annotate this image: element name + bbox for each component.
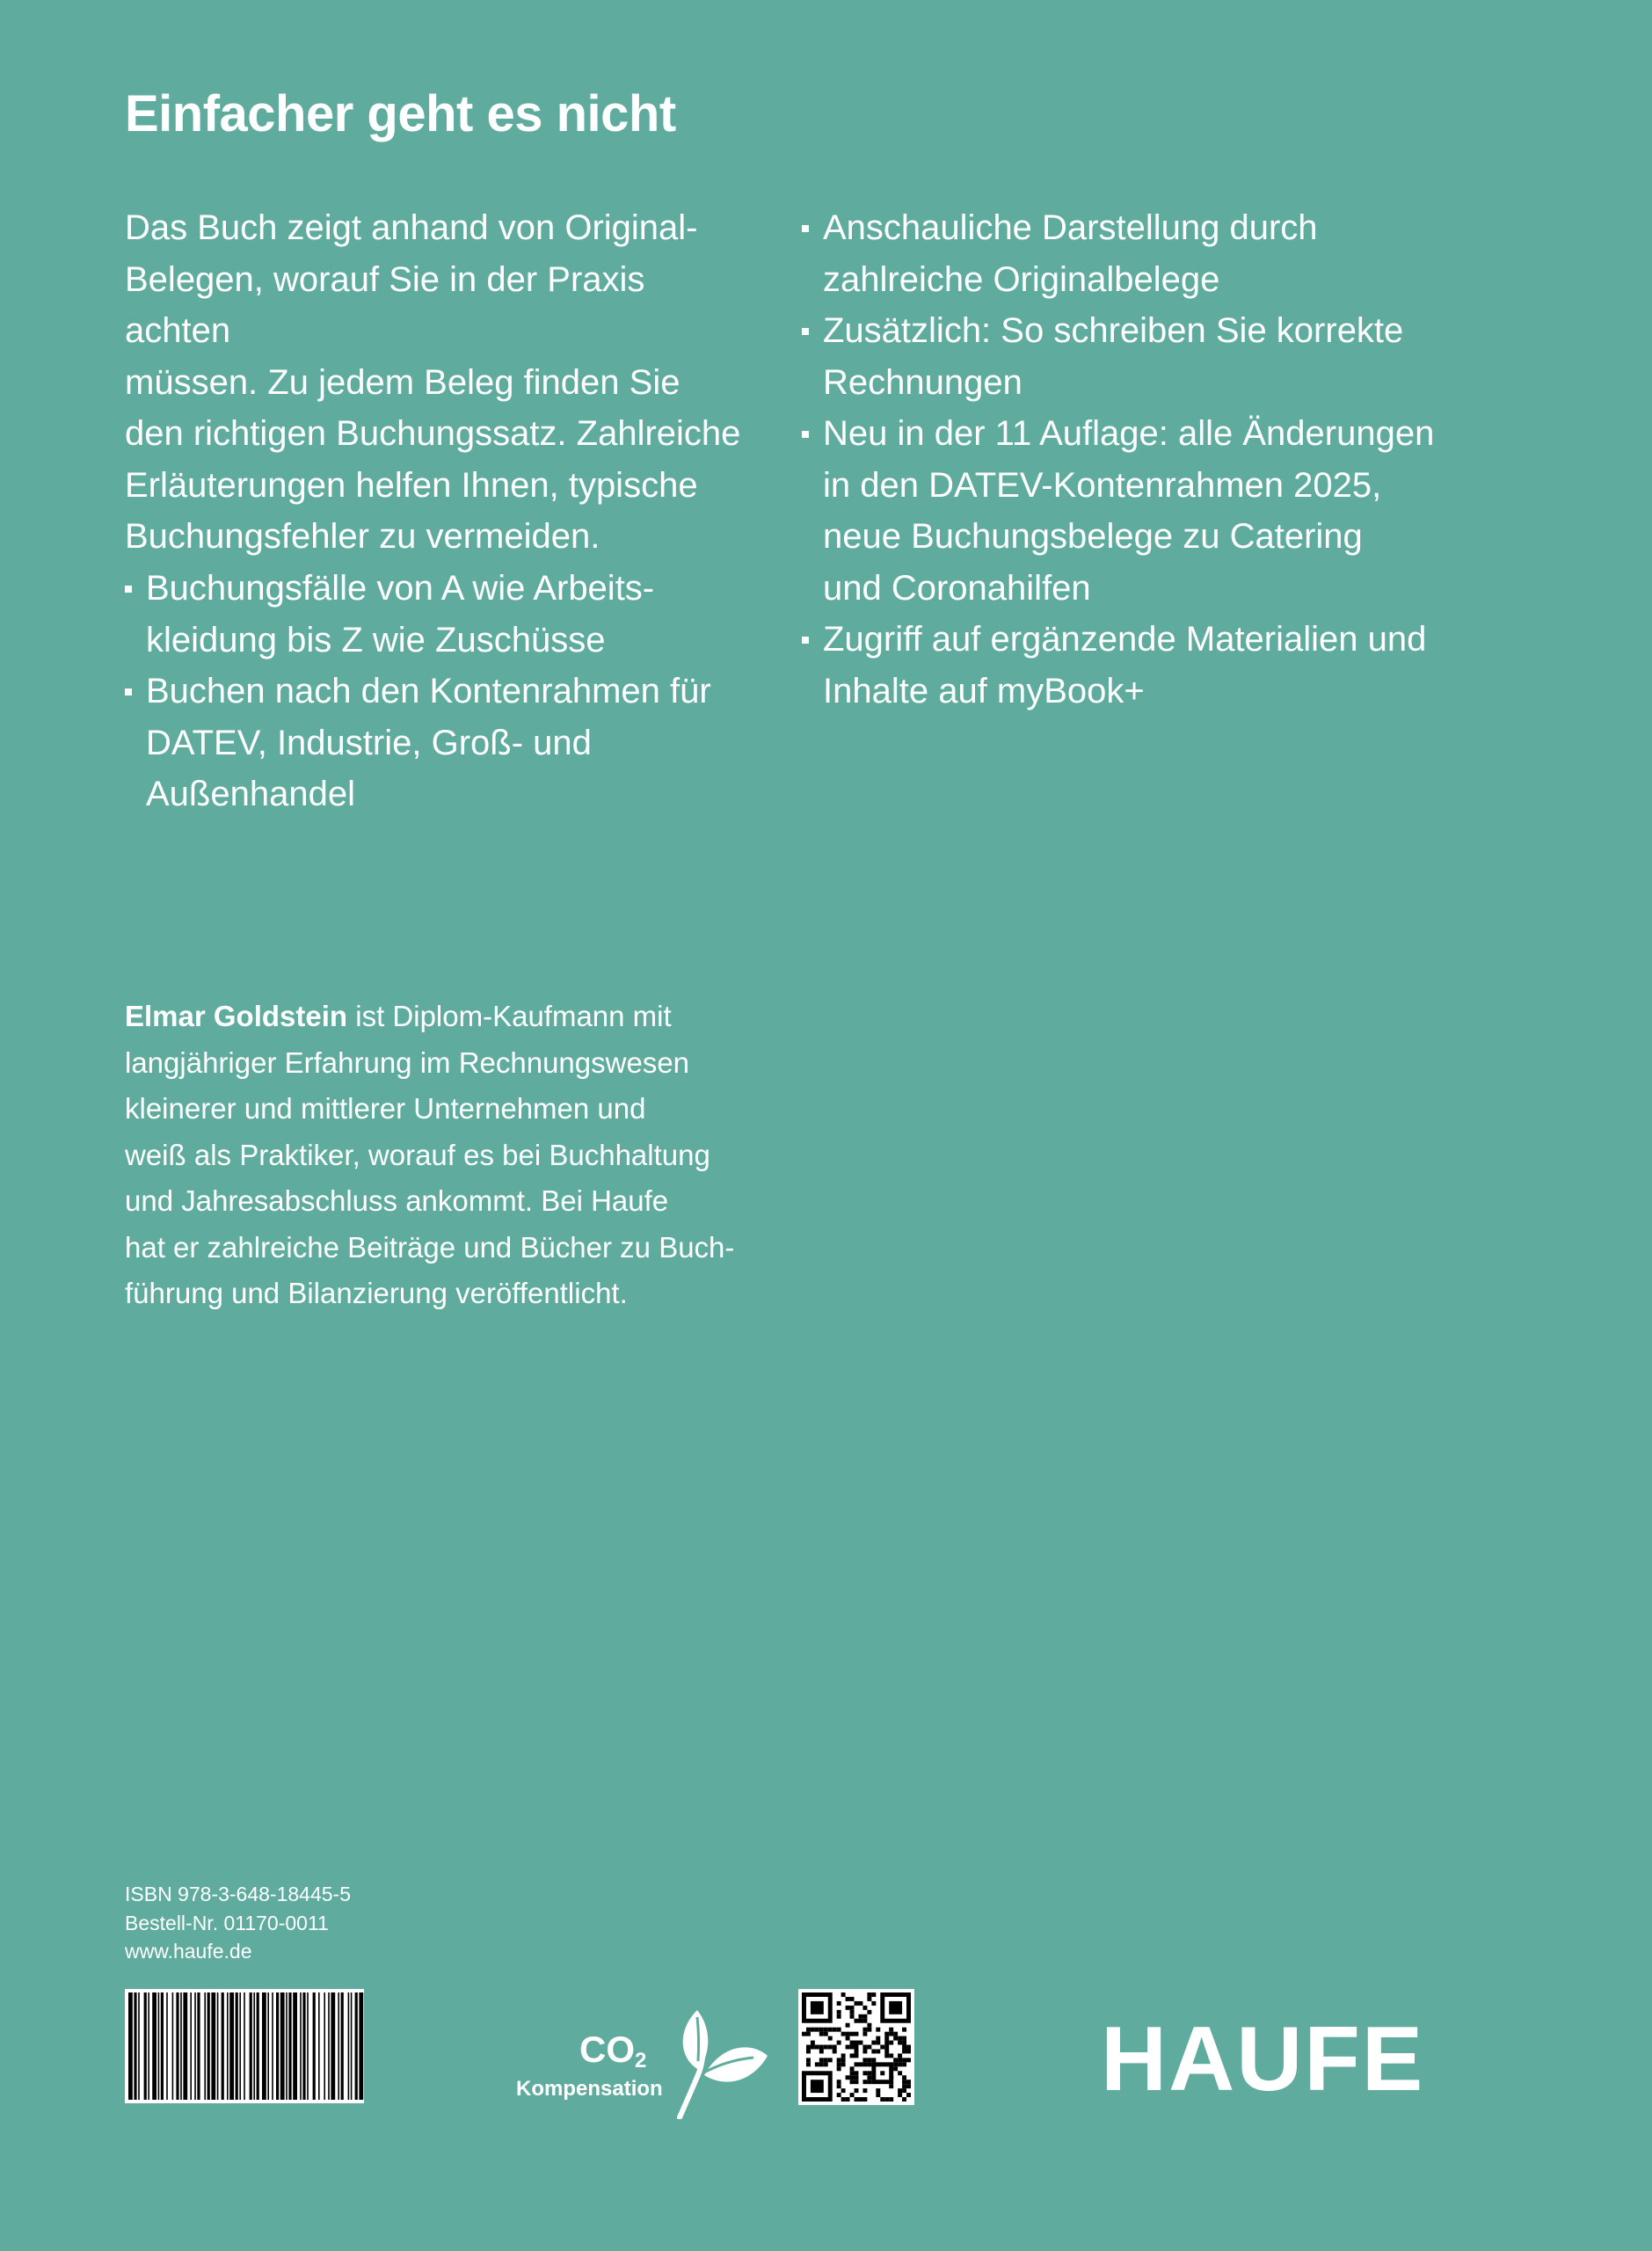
list-item-text: Buchungsfälle von A wie Arbeits- kleidung bis Z wie Zuschüsse xyxy=(146,569,655,659)
bullet-square-icon xyxy=(802,328,809,335)
list-item-text: Anschauliche Darstellung durch zahlreiche Originalbelege xyxy=(823,208,1318,299)
author-name: Elmar Goldstein xyxy=(125,1000,348,1032)
qr-code-icon xyxy=(798,1989,914,2105)
feature-list-right xyxy=(802,202,1523,717)
list-item-text: Buchen nach den Kontenrahmen für DATEV, Industrie, Groß- und Außenhandel xyxy=(146,672,711,813)
list-item xyxy=(802,305,1523,408)
haufe-logo: HAUFE xyxy=(1101,2008,1425,2110)
qr-code xyxy=(798,1989,914,2105)
list-item-text: Zusätzlich: So schreiben Sie korrekte Rechnungen xyxy=(823,311,1404,402)
co2-label: Kompensation xyxy=(516,2077,663,2101)
isbn-number: ISBN 978-3-648-18445-5 xyxy=(125,1883,351,1905)
list-item xyxy=(802,408,1523,614)
barcode xyxy=(125,1989,364,2103)
isbn-block xyxy=(125,1880,351,1966)
co2-symbol xyxy=(579,2031,646,2072)
list-item xyxy=(802,614,1523,717)
headline: Einfacher geht es nicht xyxy=(125,85,676,142)
feature-list-left xyxy=(125,563,793,820)
leaf-icon xyxy=(673,2005,769,2119)
bullet-square-icon xyxy=(125,688,132,696)
barcode-icon xyxy=(125,1989,364,2103)
author-bio xyxy=(125,994,758,1317)
bullet-square-icon xyxy=(802,225,809,232)
intro-paragraph: Das Buch zeigt anhand von Original- Belegen, worauf Sie in der Praxis achten müssen. Zu jedem Beleg finden Sie den richtigen Buchungssatz. Zahlreiche Erläuterungen helfen Ihnen, typische Buchungsfehler zu vermeiden. xyxy=(125,208,741,556)
co2-main: CO xyxy=(579,2029,635,2070)
order-number: Bestell-Nr. 01170-0011 xyxy=(125,1911,329,1934)
website-link: www.haufe.de xyxy=(125,1940,252,1963)
author-bio-text: ist Diplom-Kaufmann mit langjähriger Erfahrung im Rechnungswesen kleinerer und mittlerer Unternehmen und weiß als Praktiker, worauf es bei Buchhaltung und Jahresabschluss ankommt. Bei Haufe hat er zahlreiche Beiträge und Bücher zu Buch- führung und Bilanzierung veröffentlicht. xyxy=(125,1000,735,1309)
list-item-text: Zugriff auf ergänzende Materialien und Inhalte auf myBook+ xyxy=(823,620,1427,710)
co2-compensation-badge xyxy=(514,2005,778,2119)
bullet-square-icon xyxy=(802,637,809,644)
list-item xyxy=(125,666,793,820)
bullet-square-icon xyxy=(802,431,809,438)
list-item-text: Neu in der 11 Auflage: alle Änderungen in den DATEV-Kontenrahmen 2025, neue Buchungsbelege zu Catering und Coronahilfen xyxy=(823,414,1435,608)
list-item xyxy=(802,202,1523,305)
bullet-square-icon xyxy=(125,586,132,593)
co2-subscript: 2 xyxy=(635,2049,647,2073)
list-item xyxy=(125,563,793,666)
